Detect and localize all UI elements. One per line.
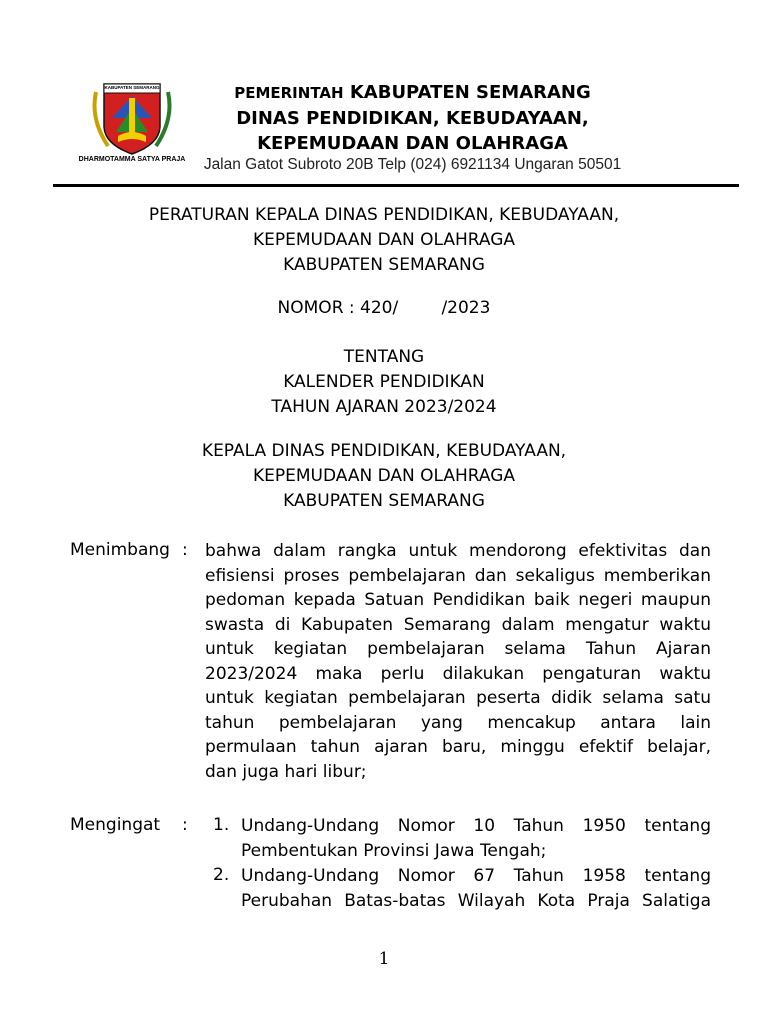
mengingat-item-line: Undang-Undang Nomor 67 Tahun 1958 tentang: [241, 866, 711, 886]
list-number: 2.: [213, 865, 230, 885]
page-number: 1: [378, 949, 390, 969]
menimbang-line: dan juga hari libur;: [205, 762, 367, 782]
document-number: NOMOR : 420/ /2023: [277, 298, 491, 318]
menimbang-line: tahun pembelajaran yang mencakup antara lain: [205, 713, 711, 733]
letterhead-agency: DINAS PENDIDIKAN, KEBUDAYAAN,: [236, 108, 589, 129]
mengingat-colon: :: [182, 815, 188, 835]
menimbang-line: 2023/2024 maka perlu dilakukan pengaturan waktu: [205, 664, 711, 684]
issuer-line2: KEPEMUDAAN DAN OLAHRAGA: [252, 466, 516, 486]
emblem-motto: DHARMOTAMMA SATYA PRAJA: [78, 156, 186, 163]
menimbang-line: untuk kegiatan pembelajaran selama Tahun Ajaran: [205, 639, 711, 659]
emblem-top-text: KABUPATEN SEMARANG: [104, 85, 160, 90]
title-line1: PERATURAN KEPALA DINAS PENDIDIKAN, KEBUDAYAAN,: [148, 205, 620, 225]
menimbang-line: efisiensi proses pembelajaran dan sekaligus memberikan: [205, 566, 711, 586]
title-line2: KEPEMUDAAN DAN OLAHRAGA: [252, 230, 516, 250]
issuer-line3: KABUPATEN SEMARANG: [283, 491, 485, 511]
list-number: 1.: [213, 815, 230, 835]
letterhead-government: PEMERINTAH: [234, 84, 344, 102]
menimbang-line: permulaan tahun ajaran baru, minggu efektif belajar,: [205, 737, 711, 757]
menimbang-colon: :: [182, 540, 188, 560]
mengingat-item-line: Perubahan Batas-batas Wilayah Kota Praja Salatiga: [241, 891, 711, 911]
letterhead-regency: KABUPATEN SEMARANG: [349, 82, 591, 103]
subject-line2: TAHUN AJARAN 2023/2024: [271, 397, 497, 417]
menimbang-line: pedoman kepada Satuan Pendidikan baik negeri maupun: [205, 590, 711, 610]
menimbang-line: untuk kegiatan pembelajaran peserta didik selama satu: [205, 688, 711, 708]
regency-emblem: [78, 74, 186, 166]
letterhead-divider: [53, 184, 739, 187]
menimbang-line: swasta di Kabupaten Semarang dalam mengatur waktu: [205, 615, 711, 635]
title-line3: KABUPATEN SEMARANG: [283, 255, 485, 275]
menimbang-label: Menimbang: [70, 540, 170, 560]
mengingat-item-line: Pembentukan Provinsi Jawa Tengah;: [241, 841, 547, 861]
mengingat-item-line: Undang-Undang Nomor 10 Tahun 1950 tentang: [241, 816, 711, 836]
tentang-heading: TENTANG: [343, 347, 425, 367]
letterhead-line1: [190, 82, 635, 103]
letterhead-agency-cont: KEPEMUDAAN DAN OLAHRAGA: [257, 133, 568, 154]
issuer-line1: KEPALA DINAS PENDIDIKAN, KEBUDAYAAN,: [201, 441, 567, 461]
mengingat-label: Mengingat: [70, 815, 161, 835]
letterhead-address: Jalan Gatot Subroto 20B Telp (024) 6921134 Ungaran 50501: [203, 156, 622, 173]
menimbang-line: bahwa dalam rangka untuk mendorong efektivitas dan: [205, 541, 711, 561]
subject-line1: KALENDER PENDIDIKAN: [283, 372, 485, 392]
